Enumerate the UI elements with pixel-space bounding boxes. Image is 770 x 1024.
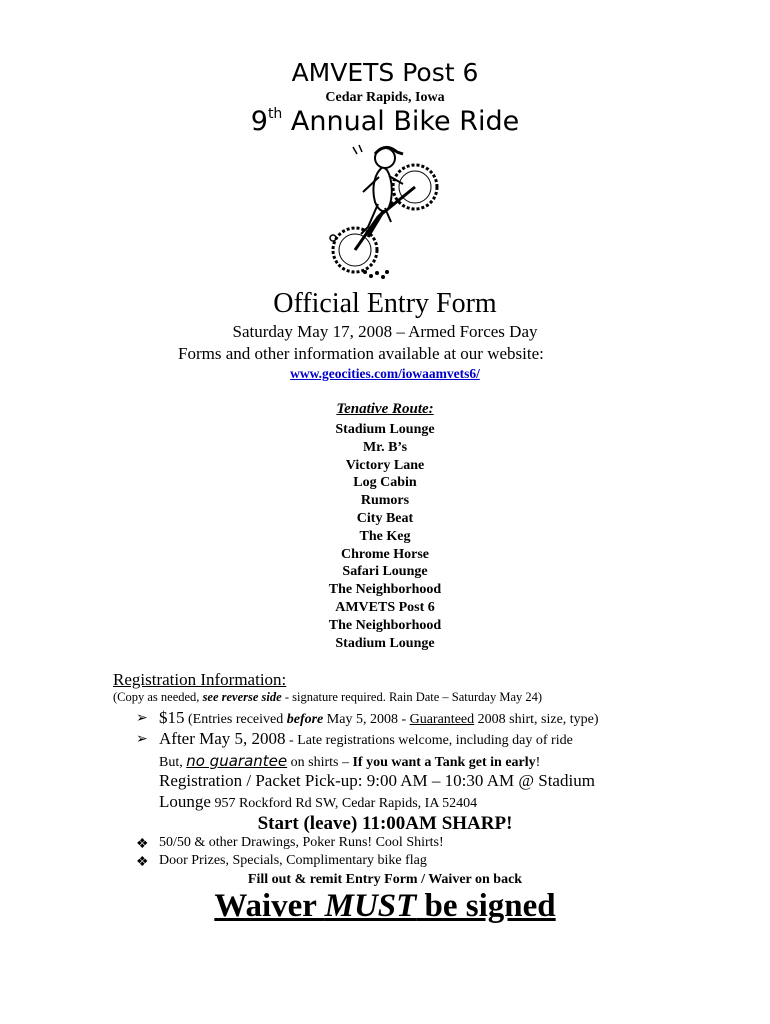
registration-heading: Registration Information:	[113, 670, 287, 689]
waiver-must: MUST	[324, 888, 417, 924]
shirt-line	[159, 752, 540, 771]
excl: !	[535, 755, 541, 770]
fee-guaranteed: Guaranteed	[409, 712, 475, 727]
diamond-bullet-icon: ❖	[136, 855, 149, 870]
pickup-line: Registration / Packet Pick-up: 9:00 AM – 10:30 AM @ Stadium	[159, 771, 595, 790]
fee-a: (Entries received	[184, 712, 287, 727]
city-subtitle: Cedar Rapids, Iowa	[325, 90, 445, 105]
extras-line-1: 50/50 & other Drawings, Poker Runs! Cool Shirts!	[159, 835, 444, 850]
form-title: Official Entry Form	[273, 288, 497, 319]
after-line	[159, 729, 573, 749]
on-shirts: on shirts –	[287, 755, 353, 770]
tank-text: If you want a Tank get in early	[352, 755, 536, 770]
route-stop: Safari Lounge	[342, 564, 428, 580]
after-big: After May 5, 2008	[159, 729, 286, 748]
ride-title-text: Annual Bike Ride	[290, 106, 520, 137]
route-stop: Rumors	[360, 493, 410, 509]
registration-note	[113, 690, 542, 705]
note-open: (Copy as needed,	[113, 690, 203, 704]
arrow-bullet-icon: ➢	[136, 711, 148, 726]
fill-out-note: Fill out & remit Entry Form / Waiver on back	[247, 872, 523, 887]
ride-title	[0, 106, 770, 137]
bike-rider-illustration	[323, 142, 447, 284]
extras-line-2: Door Prizes, Specials, Complimentary bike flag	[159, 853, 427, 868]
route-stop: Stadium Lounge	[335, 422, 435, 437]
route-stop: Chrome Horse	[341, 546, 429, 562]
waiver-notice	[0, 888, 770, 925]
org-title: AMVETS Post 6	[291, 58, 479, 87]
lounge-text: Lounge	[159, 792, 211, 811]
note-em: see reverse side	[202, 690, 282, 704]
ride-number: 9	[250, 106, 268, 137]
event-date: Saturday May 17, 2008 – Armed Forces Day	[232, 322, 538, 341]
fee-line	[159, 708, 599, 728]
no-guarantee: no guarantee	[186, 752, 288, 770]
note-rest: - signature required. Rain Date – Saturday May 24)	[281, 690, 543, 704]
route-stop: Log Cabin	[353, 475, 417, 491]
arrow-bullet-icon: ➢	[136, 732, 148, 747]
route-stop: Mr. B’s	[362, 439, 408, 455]
waiver-b: be signed	[416, 888, 556, 924]
after-small: - Late registrations welcome, including day of ride	[285, 733, 573, 748]
fee-amount: $15	[159, 708, 185, 727]
route-stop: AMVETS Post 6	[335, 599, 435, 615]
forms-info: Forms and other information available at our website:	[178, 344, 544, 363]
route-stop: City Beat	[356, 510, 414, 526]
route-list	[0, 421, 770, 652]
route-stop: The Neighborhood	[328, 617, 442, 633]
waiver-a: Waiver	[214, 888, 325, 924]
route-stop: Victory Lane	[345, 457, 425, 473]
ride-suffix: th	[267, 106, 283, 122]
address-line	[159, 792, 477, 812]
fee-before: before	[286, 712, 324, 727]
route-title: Tenative Route:	[336, 401, 434, 417]
start-time: Start (leave) 11:00AM SHARP!	[257, 813, 513, 834]
route-stop: The Keg	[359, 528, 411, 544]
website-link[interactable]: www.geocities.com/iowaamvets6/	[290, 366, 480, 381]
route-stop: The Neighborhood	[328, 582, 442, 598]
route-stop: Stadium Lounge	[335, 635, 435, 651]
fee-b: May 5, 2008 -	[323, 712, 410, 727]
but-text: But,	[159, 755, 187, 770]
fee-c: 2008 shirt, size, type)	[474, 712, 599, 727]
diamond-bullet-icon: ❖	[136, 837, 149, 852]
address-text: 957 Rockford Rd SW, Cedar Rapids, IA 52404	[210, 796, 478, 811]
